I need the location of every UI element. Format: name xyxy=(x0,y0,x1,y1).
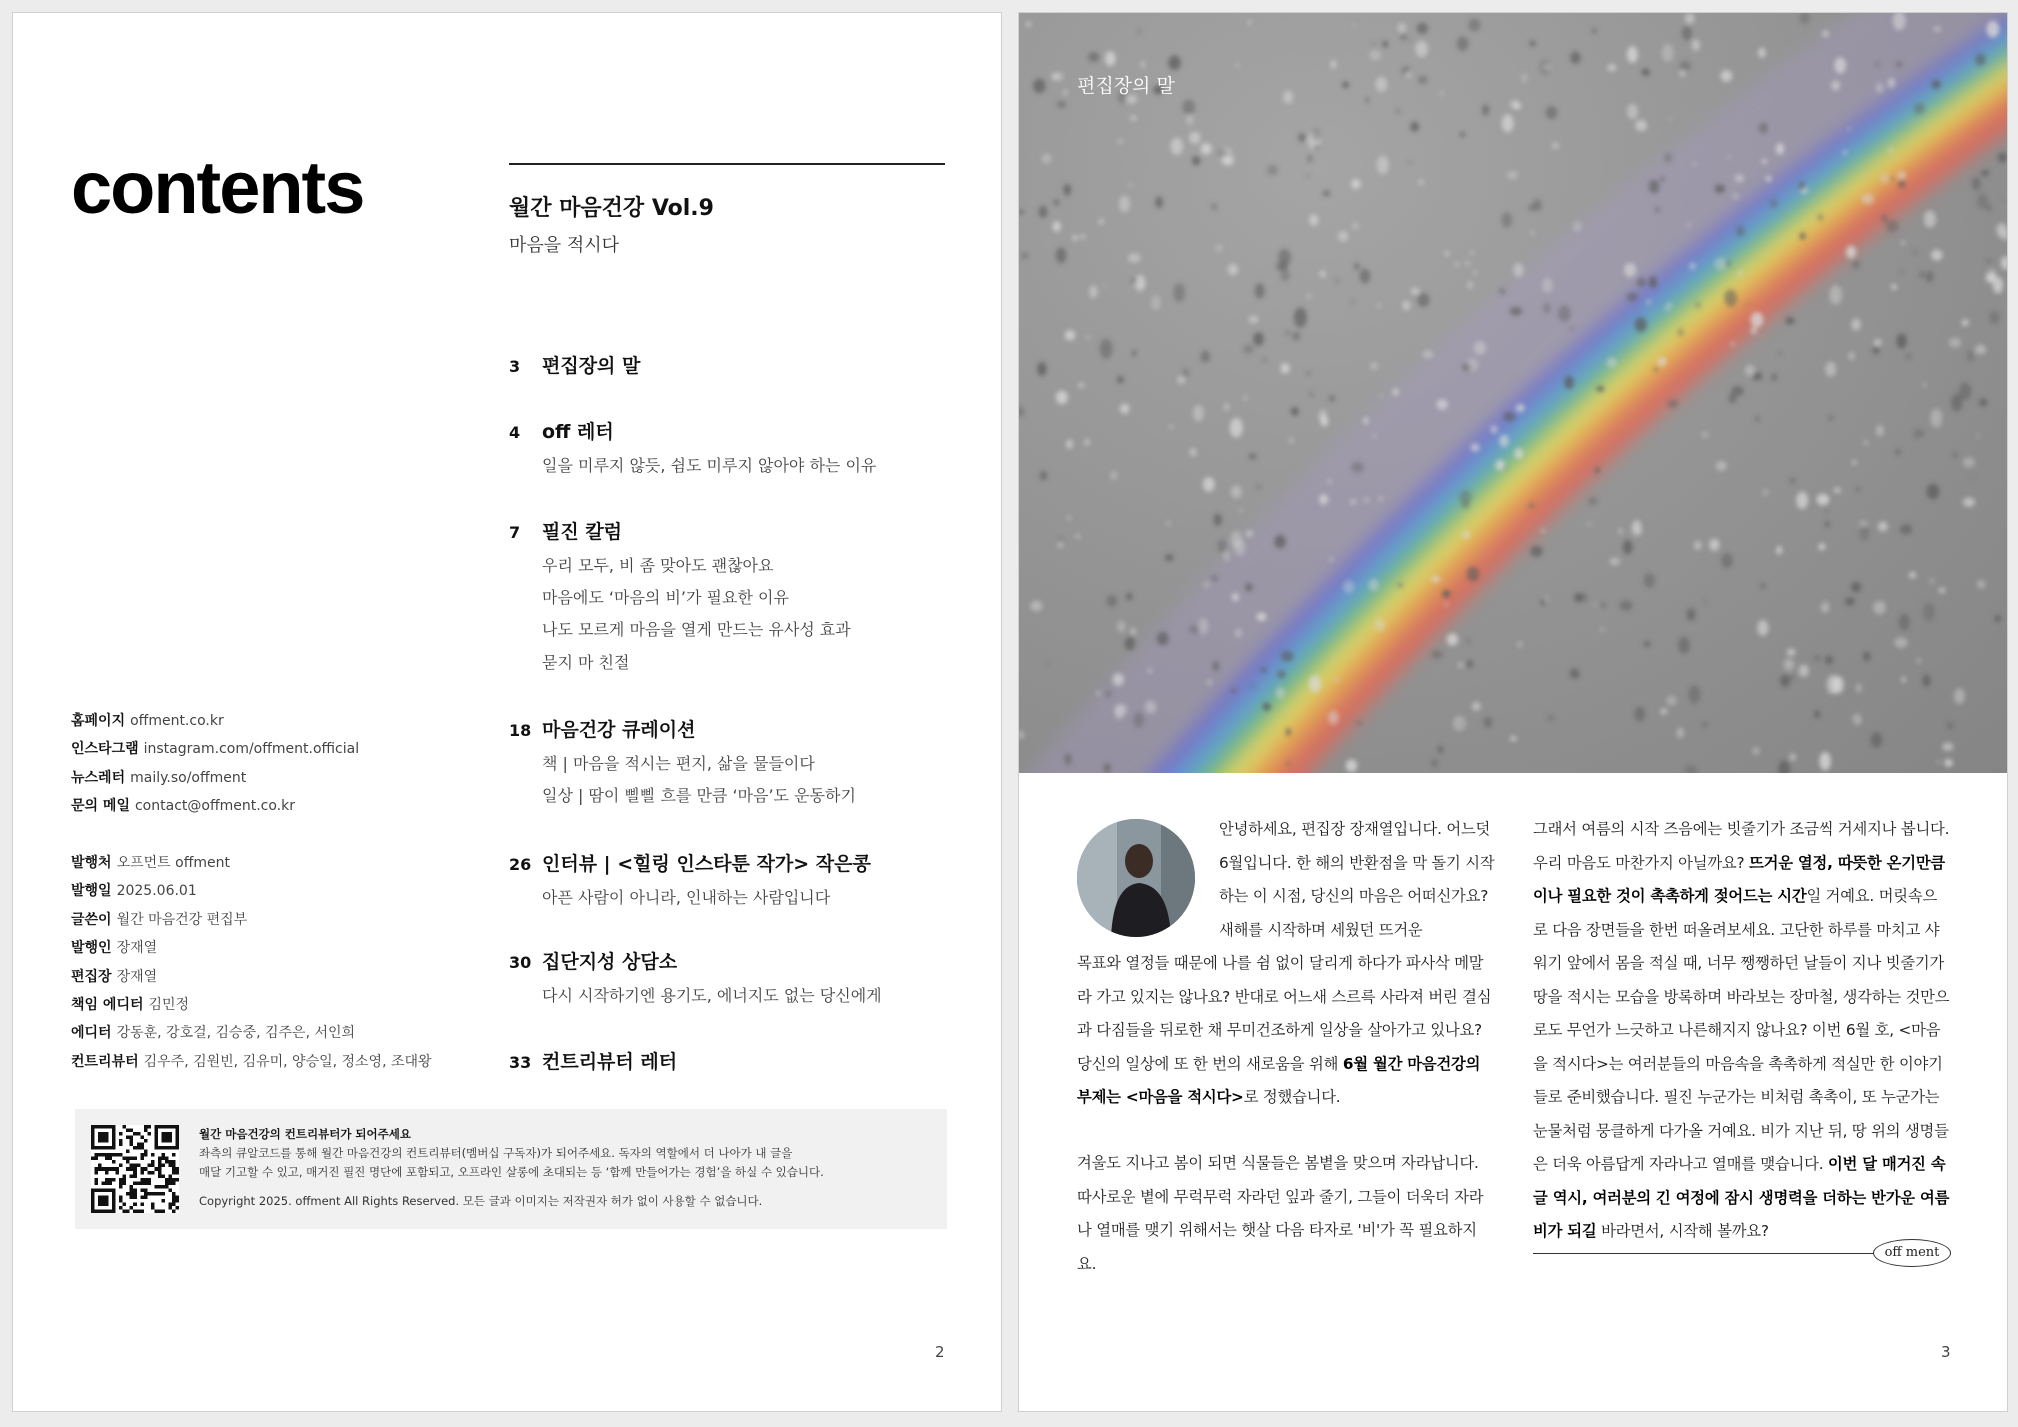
toc-page-number: 18 xyxy=(509,721,532,740)
meta-value: 오프먼트 offment xyxy=(116,855,230,871)
contents-page xyxy=(12,12,1002,1412)
meta-value: 장재열 xyxy=(116,940,158,957)
meta-label: 발행인 xyxy=(71,940,112,957)
meta-row xyxy=(71,849,491,877)
letter-paragraph-2: 겨울도 지나고 봄이 되면 식물들은 봄볕을 맞으며 자라납니다. 따사로운 볕에 무럭무럭 자라던 잎과 줄기, 그들이 더욱더 자라나 열매를 맺기 위해서는 햇살 다음 타자로 '비'가 꼭 필요하지요. xyxy=(1077,1154,1484,1273)
meta-row xyxy=(71,735,491,763)
toc-subtitle: 책 | 마음을 적시는 편지, 삶을 물들이다 xyxy=(542,754,815,773)
meta-value: 장재열 xyxy=(116,968,158,985)
toc-title: 마음건강 큐레이션 xyxy=(542,719,696,741)
toc-subtitle: 나도 모르게 마음을 열게 만드는 유사성 효과 xyxy=(542,620,851,640)
meta-value: instagram.com/offment.official xyxy=(143,741,360,758)
toc-entry[interactable] xyxy=(509,715,979,805)
meta-label: 발행처 xyxy=(71,855,112,871)
meta-label: 에디터 xyxy=(71,1025,112,1042)
editor-avatar xyxy=(1077,819,1195,937)
meta-row xyxy=(71,764,491,792)
meta-label: 책임 에디터 xyxy=(71,996,144,1013)
meta-value: offment.co.kr xyxy=(130,713,224,729)
meta-row xyxy=(71,1019,491,1047)
toc-title: 집단지성 상담소 xyxy=(542,951,678,973)
meta-label: 뉴스레터 xyxy=(71,769,126,786)
toc-title: 인터뷰 | <힐링 인스타툰 작가> 작은콩 xyxy=(542,853,871,875)
letter-emphasis: 이번 달 매거진 속 글 역시, 여러분의 긴 여정에 잠시 생명력을 더하는 반가운 여름비가 되길 xyxy=(1533,1155,1950,1240)
rainbow-rain-photo xyxy=(1019,13,2007,773)
letter-text: 로 정했습니다. xyxy=(1243,1088,1341,1106)
publication-credits xyxy=(71,849,491,1076)
toc-subtitle: 다시 시작하기엔 용기도, 에너지도 없는 당신에게 xyxy=(542,986,882,1005)
toc-title: 필진 칼럼 xyxy=(542,521,623,543)
letter-text: 목표와 열정들 때문에 나를 쉼 없이 달리게 하다가 파사삭 메말라 가고 있지는 않나요? 반대로 어느새 스르륵 사라져 버린 결심과 다짐들을 뒤로한 채 무미건조하게 일상을 살아가고 있나요? 당신의 일상에 또 한 번의 새로움을 위해 xyxy=(1077,954,1492,1073)
info-box-body-line-2: 매달 기고할 수 있고, 매거진 필진 명단에 포함되고, 오프라인 살롱에 초대되는 등 ‘함께 만들어가는 경험’을 하실 수 있습니다. xyxy=(199,1165,824,1179)
meta-label: 컨트리뷰터 xyxy=(71,1053,139,1070)
page-number: 3 xyxy=(1941,1343,1951,1361)
meta-label: 편집장 xyxy=(71,968,112,985)
toc-subtitle: 우리 모두, 비 좀 맞아도 괜찮아요 xyxy=(542,556,774,575)
toc-subtitle: 아픈 사람이 아니라, 인내하는 사람입니다 xyxy=(542,888,831,907)
offment-logo: off ment xyxy=(1873,1239,1951,1267)
toc-entry[interactable] xyxy=(509,947,979,1005)
letter-emphasis: 뜨거운 열정, 따뜻한 온기만큼이나 필요한 것이 촉촉하게 젖어드는 시간 xyxy=(1533,853,1945,905)
toc-title: 편집장의 말 xyxy=(542,355,641,377)
meta-label: 글쓴이 xyxy=(71,911,112,928)
toc-page-number: 3 xyxy=(509,357,521,376)
meta-value: 강동훈, 강호걸, 김승중, 김주은, 서인희 xyxy=(116,1025,356,1042)
meta-row xyxy=(71,906,491,934)
meta-label: 발행일 xyxy=(71,883,112,900)
toc-subtitle: 일상 | 땀이 삘삘 흐를 만큼 ‘마음’도 운동하기 xyxy=(542,786,856,806)
toc-page-number: 30 xyxy=(509,953,532,972)
letter-paragraph-1 xyxy=(1077,947,1495,1115)
toc-entry[interactable] xyxy=(509,849,979,907)
issue-subtitle: 마음을 적시다 xyxy=(509,235,620,256)
letter-text: 일 거예요. 머릿속으로 다음 장면들을 한번 떠올려보세요. 고단한 하루를 마치고 샤워기 앞에서 몸을 적실 때, 너무 쨍쨍하던 날들이 지나 빗줄기가 땅을 적시는 모습을 방록하며 바라보는 장마철, 생각하는 것만으로도 무언가 느긋하고 나른해지지 않나요? 이번 6월 호, <마음을 적시다>는 여러분들의 마음속을 촉촉하게 적실만 한 이야기들로 준비했습니다. 필진 누군가는 비처럼 촉촉이, 또 누군가는 눈물처럼 뭉클하게 다가올 거예요. 비가 지난 뒤, 땅 위의 생명들은 더욱 아름답게 자라나고 열매를 맺습니다. xyxy=(1533,887,1950,1173)
person-portrait-icon xyxy=(1077,819,1195,937)
meta-row xyxy=(71,877,491,905)
meta-row xyxy=(71,1048,491,1076)
meta-label: 홈페이지 xyxy=(71,713,126,729)
meta-value: maily.so/offment xyxy=(130,769,247,786)
rainbow-image xyxy=(1019,13,2007,773)
editor-letter-page xyxy=(1018,12,2008,1412)
toc-subtitle: 일을 미루지 않듯, 쉼도 미루지 않아야 하는 이유 xyxy=(542,456,877,475)
meta-value: contact@offment.co.kr xyxy=(134,798,295,815)
meta-row xyxy=(71,707,491,735)
toc-entry[interactable] xyxy=(509,517,979,672)
toc-subtitle: 묻지 마 친절 xyxy=(542,652,630,672)
letter-intro-text: 안녕하세요, 편집장 장재열입니다. 어느덧 6월입니다. 한 해의 반환점을 막 돌기 시작하는 이 시점, 당신의 마음은 어떠신가요? 새해를 시작하며 세웠던 뜨거운 xyxy=(1219,820,1495,939)
toc-page-number: 26 xyxy=(509,855,532,874)
toc-title: off 레터 xyxy=(542,421,614,443)
toc-entry[interactable] xyxy=(509,417,979,475)
contents-heading: contents xyxy=(71,146,364,229)
copyright-notice: Copyright 2025. offment All Rights Reserved. 모든 글과 이미지는 저작권자 허가 없이 사용할 수 없습니다. xyxy=(199,1194,763,1208)
contact-info xyxy=(71,707,491,821)
toc-page-number: 33 xyxy=(509,1053,532,1072)
meta-value: 김민정 xyxy=(148,996,190,1013)
meta-label: 인스타그램 xyxy=(71,741,139,758)
issue-title: 월간 마음건강 Vol.9 xyxy=(509,196,714,221)
issue-divider xyxy=(509,163,945,165)
meta-row xyxy=(71,991,491,1019)
meta-row xyxy=(71,792,491,820)
letter-emphasis: 6월 월간 마음건강의 부제는 <마음을 적시다> xyxy=(1077,1054,1481,1106)
meta-value: 김우주, 김원빈, 김유미, 양승일, 정소영, 조대왕 xyxy=(143,1053,432,1070)
letter-paragraph-3 xyxy=(1533,813,1951,1249)
meta-value: 2025.06.01 xyxy=(116,883,197,900)
toc-subtitle: 마음에도 ‘마음의 비’가 필요한 이유 xyxy=(542,588,789,608)
toc-entry[interactable] xyxy=(509,1047,979,1074)
info-box-body-line-1: 좌측의 큐알코드를 통해 월간 마음건강의 컨트리뷰터(멤버십 구독자)가 되어주세요. 독자의 역할에서 더 나아가 내 글을 xyxy=(199,1146,793,1160)
toc-page-number: 7 xyxy=(509,523,521,542)
page-number: 2 xyxy=(935,1343,945,1361)
letter-text: 바라면서, 시작해 볼까요? xyxy=(1596,1222,1769,1240)
info-box-title: 월간 마음건강의 컨트리뷰터가 되어주세요 xyxy=(199,1127,411,1141)
meta-row xyxy=(71,934,491,962)
letter-text: 그래서 여름의 시작 즈음에는 빗줄기가 조금씩 거세지나 봅니다. 우리 마음도 마찬가지 아닐까요? xyxy=(1533,820,1950,872)
toc-title: 컨트리뷰터 레터 xyxy=(542,1051,678,1073)
qr-code-icon[interactable] xyxy=(91,1125,179,1213)
meta-value: 월간 마음건강 편집부 xyxy=(116,911,248,928)
meta-label: 문의 메일 xyxy=(71,798,130,815)
section-label: 편집장의 말 xyxy=(1077,75,1175,97)
meta-row xyxy=(71,963,491,991)
contributor-info-box xyxy=(75,1109,947,1229)
toc-entry[interactable] xyxy=(509,351,979,378)
toc-page-number: 4 xyxy=(509,423,521,442)
